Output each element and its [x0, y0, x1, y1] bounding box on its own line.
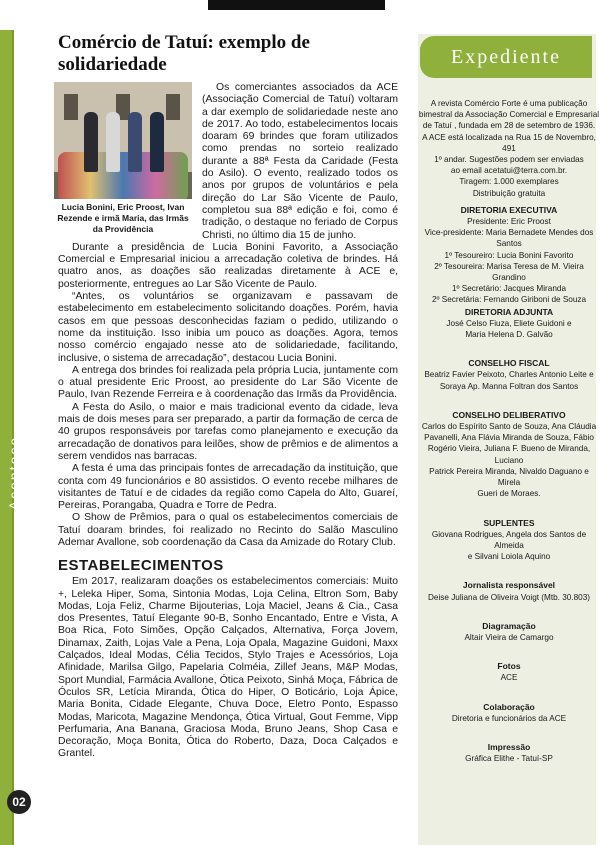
credit-line: Beatriz Favier Peixoto, Charles Antonio Leite e: [424, 370, 594, 380]
section-heading: Colaboração: [483, 701, 535, 712]
intro-line: de Tatuí , fundada em 28 de setembro de 1936.: [422, 121, 596, 131]
article-paragraph: A festa é uma das principais fontes de arrecadação da instituição, que conta com 49 funcionários e 80 assistidos. O evento recebe milhares de visitantes de Tatuí e de cidades da região como Capela do Alto, Guareí, Pereiras, Porangaba, Quadra e Torre de Pedra.: [58, 463, 398, 512]
credit-line: e Silvani Loiola Aquino: [467, 552, 551, 562]
article-paragraph: O Show de Prêmios, para o qual os estabelecimentos comerciais de Tatuí doaram brindes, foi realizado no Recinto do Salão Masculino Ademar Avallone, sob coordenação da Casa da Amizade do Rotary Club.: [58, 512, 398, 548]
intro-line: bimestral da Associação Comercial e Empresarial: [418, 110, 600, 120]
photo-caption: Lucia Bonini, Eric Proost, Ivan Rezende e irmã Maria, das Irmãs da Providência: [54, 199, 192, 237]
credit-line: ACE: [500, 673, 518, 683]
article-paragraph: A Festa do Asilo, o maior e mais tradicional evento da cidade, leva mais de dois meses para ser preparado, a partir da formação de cerca de 40 grupos responsáveis por tarefas como planejamento e execução da arrecadação de donativos para leilões, show de prêmios e de alimentos a serem vendidos nas barracas.: [58, 401, 398, 462]
article: [58, 32, 398, 761]
expediente-title: Expediente: [420, 36, 592, 78]
credit-line: José Celso Fiuza, Eliete Guidoni e: [446, 318, 572, 328]
subheading: ESTABELECIMENTOS: [58, 557, 224, 575]
expediente-body: [418, 98, 600, 764]
credit-line: Soraya Ap. Manna Foltran dos Santos: [439, 381, 579, 391]
intro-line: A revista Comércio Forte é uma publicação: [430, 99, 588, 108]
article-paragraph: “Antes, os voluntários se organizavam e passavam de estabelecimento em estabelecimento solicitando doações. Porém, havia casos em que pessoas desconhecidas faziam o pedido, utilizando o nome da instituição. Isso inibia um pouco as doações. Agora, temos nosso comércio engajado nesse ato de solidariedade, facilitando, inclusive, o sistema de arrecadação”, destacou Lucia Bonini.: [58, 291, 398, 364]
intro-line: ao email acetatui@terra.com.br.: [450, 166, 568, 176]
credit-line: Rogério Vieira, Juliana F. Bueno de Miranda, Luciano: [427, 444, 591, 465]
article-paragraph: Durante a presidência de Lucia Bonini Favorito, a Associação Comercial e Empresarial iniciou a arrecadação coletiva de brindes. Há quatro anos, as doações são realizadas diretamente à ACE e, posteriormente, entregues ao Lar São Vicente de Paulo.: [58, 241, 398, 290]
page-number: 02: [7, 790, 31, 814]
section-heading: Impressão: [487, 741, 531, 752]
intro-line: 1º andar. Sugestões podem ser enviadas: [434, 155, 584, 165]
credit-line: Altair Vieira de Camargo: [464, 632, 554, 642]
top-bar: [208, 0, 385, 10]
intro-line: Tiragem: 1.000 exemplares: [459, 177, 559, 187]
section-heading: Fotos: [497, 661, 521, 672]
credit-line: 2º Secretária: Fernando Giriboni de Souza: [431, 295, 587, 305]
photo-person: [150, 112, 164, 172]
credit-line: Deise Juliana de Oliveira Voigt (Mtb. 30.803): [427, 592, 590, 602]
intro-line: A ACE está localizada na Rua 15 de Novembro, 491: [422, 132, 596, 153]
section-label: Acontece: [6, 435, 22, 511]
section-heading: Jornalista responsável: [462, 580, 556, 591]
credit-line: Pavanelli, Ana Flávia Miranda de Souza, Fábio: [424, 433, 594, 443]
section-heading: DIRETORIA ADJUNTA: [464, 306, 554, 317]
credit-line: Diretoria e funcionários da ACE: [451, 713, 567, 723]
credit-line: Gueri de Moraes.: [477, 489, 541, 499]
credit-line: Giovana Rodrigues, Angela dos Santos de Almeida: [431, 529, 587, 550]
credit-line: Presidente: Eric Proost: [467, 217, 551, 227]
photo-window: [166, 94, 180, 120]
section-heading: CONSELHO FISCAL: [468, 358, 550, 369]
section-heading: Diagramação: [482, 620, 536, 631]
credit-line: Carlos do Espírito Santo de Souza, Ana Cláudia: [421, 422, 597, 432]
section-heading: SUPLENTES: [483, 517, 535, 528]
section-heading: CONSELHO DELIBERATIVO: [452, 409, 566, 420]
photo-window: [64, 94, 78, 120]
article-paragraph: Os comerciantes associados da ACE (Associação Comercial de Tatuí) voltaram a dar exemplo de solidariedade neste ano de 2017. Ao todo, estabelecimentos locais doaram 69 brindes que foram utilizados como prendas no sorteio realizado durante a 88ª Festa da Caridade (Festa do Asilo). O evento, realizado todos os anos por grupos de voluntários e pela direção do Lar São Vicente de Paulo, completou sua 88ª edição e foi, como é tradição, o destaque no feriado de Corpus Christi, no último dia 15 de junho.: [202, 82, 398, 241]
credit-line: Vice-presidente: Maria Bernadete Mendes dos Santos: [424, 228, 594, 249]
photo-person: [128, 112, 142, 172]
establishments-list: Em 2017, realizaram doações os estabelecimentos comerciais: Muito +, Leleka Hiper, Soma, Sintonia Modas, Loja Celina, Eltron Som, Baby Modas, Loja Feliz, Charme Bijouterias, Loja Maciel, Jeans & Cia., Casa dos Presentes, Tatuí Elegante 90-B, Sonho Encantado, Entre e Vista, A Boa Rica, Foto Simões, Opção Calçados, Alternativa, Força Jovem, Dinamax, Zaith, Lojas Vale a Pena, Loja Opala, Magazine Guidoni, Maxx Calçados, Ideal Modas, Célia Tecidos, Stylo Trajes e Acessórios, Loja Afinidade, Marilsa Gilgo, Papelaria Colméia, Zillef Jeans, M&P Modas, Sport Mundial, Farmácia Avallone, Ótica Peixoto, Sinhá Moça, Fábrica de Óculos SR, Letícia Miranda, Ótica do Hiper, O Boticário, Loja Ápice, Maria Bonita, Cidade Elegante, Chuva Doce, Eletro Ponto, Espasso Modas, Maricota, Magazine Mendonça, Ótica Virtual, Gout Femme, Vipp Perfumaria, Ana Banana, Graciosa Moda, Bruno Jeans, Shop Casa e Decoração, Moça Bonita, Ótica do Roberto, Daza, Doca Calçados e Grantel.: [58, 576, 398, 760]
credit-line: Maria Helena D. Galvão: [465, 330, 553, 340]
credit-line: 1º Secretário: Jacques Miranda: [451, 284, 567, 294]
credit-line: 1º Tesoureiro: Lucia Bonini Favorito: [444, 250, 574, 260]
credit-line: 2º Tesoureira: Marisa Teresa de M. Vieira Grandino: [434, 261, 584, 283]
article-paragraph: A entrega dos brindes foi realizada pela própria Lucia, juntamente com o atual presidente Eric Proost, ao presidente do Lar São Vicente de Paulo, Ivan Rezende Ferreira e à coordenação das Irmãs da Providência.: [58, 364, 398, 401]
article-photo: [54, 82, 192, 237]
photo-person: [106, 112, 120, 172]
section-heading: DIRETORIA EXECUTIVA: [460, 204, 558, 215]
intro-line: Distribuição gratuita: [472, 188, 546, 198]
credit-line: Patrick Pereira Miranda, Nivaldo Daguano e Mirela: [429, 466, 589, 488]
photo-donations: [58, 152, 188, 202]
article-title: Comércio de Tatuí: exemplo de solidariedade: [58, 32, 310, 75]
photo-person: [84, 112, 98, 172]
credit-line: Gráfica Elithe - Tatuí-SP: [465, 754, 553, 764]
